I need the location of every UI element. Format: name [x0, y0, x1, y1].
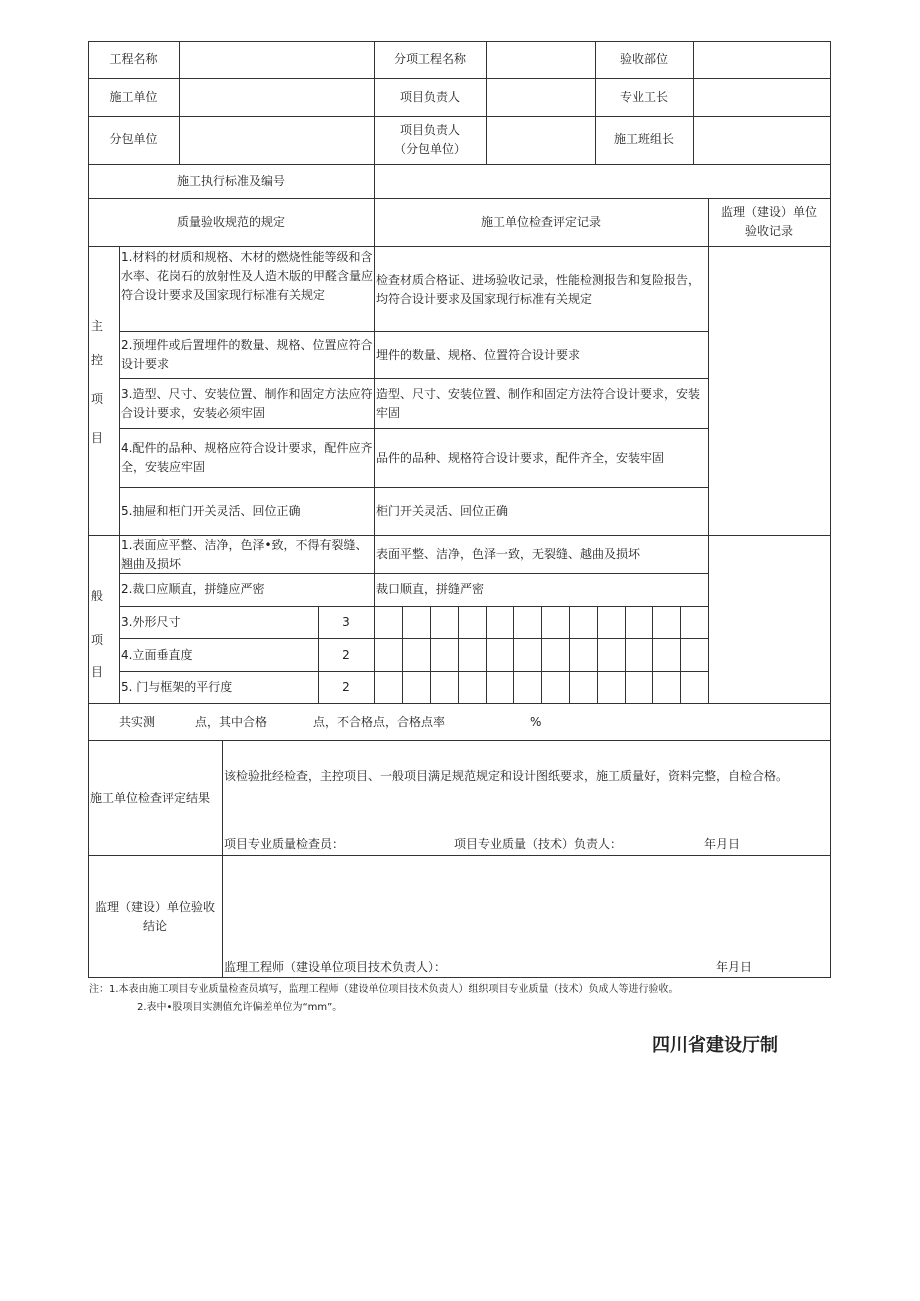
measured-item-spec: 4.立面垂直度 — [121, 648, 193, 662]
note-line-1: 注：1.本表由施工项目专业质量检查员填写，监理工程师（建设单位项目技术负责人）组织项目专业质量（技术）负成人等进行验收。 — [89, 984, 679, 995]
supervisor-conclusion-label-line1: 监理（建设）单位验收 — [94, 900, 215, 914]
general-item-record: 裁口顺直，拼缝严密 — [376, 582, 485, 596]
sub-manager-label-line1: 项目负责人 — [399, 123, 460, 137]
subcontractor-field[interactable] — [180, 117, 374, 164]
main-item-spec: 5.抽屉和柜门开关灵活、回位正确 — [121, 504, 301, 518]
contractor-record-column-header: 施工单位检查评定记录 — [480, 215, 601, 229]
foreman-field[interactable] — [694, 79, 831, 116]
measured-item-tolerance: 2 — [342, 680, 350, 694]
team-leader-label: 施工班组长 — [613, 132, 674, 146]
project-manager-field[interactable] — [487, 79, 595, 116]
general-items-label-char: 项 — [91, 633, 104, 647]
general-items-label-char: 般 — [91, 589, 104, 603]
foreman-label: 专业工长 — [619, 90, 668, 104]
general-item-spec: 1.表面应平整、洁净，色泽•致，不得有裂缝、翘曲及损坏 — [121, 538, 368, 571]
project-manager-label: 项目负责人 — [399, 90, 460, 104]
general-item-record: 表面平整、洁净，色泽一致，无裂缝、越曲及损坏 — [376, 547, 641, 561]
contractor-label: 施工单位 — [109, 90, 158, 104]
summary-total-label: 共实测 — [119, 715, 156, 729]
summary-percent-sign: % — [530, 715, 542, 729]
supervisor-conclusion-date: 年月日 — [716, 960, 753, 974]
main-item-record: 品件的品种、规格符合设计要求，配件齐全，安装牢固 — [376, 451, 665, 465]
measured-item-tolerance: 2 — [342, 648, 350, 662]
issuer-label: 四川省建设厅制 — [652, 1035, 778, 1056]
contractor-result-label: 施工单位检查评定结果 — [90, 791, 211, 805]
inspection-part-label: 验收部位 — [619, 52, 668, 66]
measured-item-spec: 5. 门与框架的平行度 — [121, 680, 233, 694]
supervisor-conclusion-field[interactable] — [223, 856, 831, 956]
note-line-2: 2.表中•股项目实测值允许偏差单位为“mm”。 — [137, 1002, 343, 1013]
measured-item-spec: 3.外形尺寸 — [121, 615, 181, 629]
main-item-record: 柜门开关灵活、回位正确 — [376, 504, 509, 518]
main-items-label-char: 控 — [91, 353, 104, 367]
quality-manager-label: 项目专业质量（技术）负责人： — [454, 837, 623, 851]
quality-inspector-label: 项目专业质量检查员： — [224, 837, 345, 851]
main-items-supervisor-field[interactable] — [709, 247, 831, 535]
general-items-supervisor-field[interactable] — [709, 536, 831, 703]
general-item-spec: 2.裁口应顺直，拼缝应严密 — [121, 582, 265, 596]
main-items-label-char: 项 — [91, 392, 104, 406]
main-item-spec: 4.配件的品种、规格应符合设计要求，配件应齐全，安装应牢固 — [121, 441, 373, 474]
main-item-record: 埋件的数量、规格、位置符合设计要求 — [376, 348, 581, 362]
contractor-result-date: 年月日 — [704, 837, 741, 851]
main-items-label-char: 主 — [91, 319, 104, 333]
main-item-spec: 2.预埋件或后置埋件的数量、规格、位置应符合设计要求 — [121, 338, 373, 371]
standard-field[interactable] — [375, 165, 831, 198]
subcontractor-label: 分包单位 — [109, 132, 158, 146]
supervisor-engineer-label: 监理工程师（建设单位项目技术负责人）： — [224, 960, 447, 974]
summary-pass-label: 点，其中合格 — [195, 715, 268, 729]
sub-manager-field[interactable] — [487, 117, 595, 164]
main-item-spec: 1.材料的材质和规格、木材的燃烧性能等级和含水率、花岗石的放射性及人造木版的甲醛含量应符合设计要求及国家现行标准有关规定 — [121, 250, 374, 302]
standard-label: 施工执行标准及编号 — [176, 174, 285, 188]
subproject-name-field[interactable] — [487, 41, 595, 78]
general-items-label-char: 目 — [91, 665, 104, 679]
sub-manager-label-line2: （分包单位） — [393, 142, 466, 156]
main-item-spec: 3.造型、尺寸、安装位置、制作和固定方法应符合设计要求，安装必须牢固 — [121, 387, 373, 420]
spec-column-header: 质量验收规范的规定 — [176, 215, 285, 229]
measured-item-tolerance: 3 — [342, 615, 350, 629]
project-name-label: 工程名称 — [109, 52, 158, 66]
main-item-record: 造型、尺寸、安装位置、制作和固定方法符合设计要求，安装牢固 — [376, 387, 701, 420]
summary-fail-label: 点，不合格点，合格点率 — [313, 715, 446, 729]
subproject-name-label: 分项工程名称 — [393, 52, 466, 66]
main-item-record: 检查材质合格证、进场验收记录，性能检测报告和复险报告，均符合设计要求及国家现行标准有关规定 — [376, 273, 701, 306]
team-leader-field[interactable] — [694, 117, 831, 164]
contractor-result-text: 该检验批经检查，主控项目、一般项目满足规范规定和设计图纸要求，施工质量好，资料完整，自检合格。 — [224, 769, 789, 783]
contractor-field[interactable] — [180, 79, 374, 116]
main-items-label-char: 目 — [91, 431, 104, 445]
inspection-part-field[interactable] — [694, 41, 831, 78]
supervisor-conclusion-label-line2: 结论 — [142, 919, 167, 933]
supervisor-record-column-header: 监理（建设）单位验收记录 — [720, 205, 817, 238]
project-name-field[interactable] — [180, 41, 374, 78]
inspection-form — [88, 41, 831, 978]
